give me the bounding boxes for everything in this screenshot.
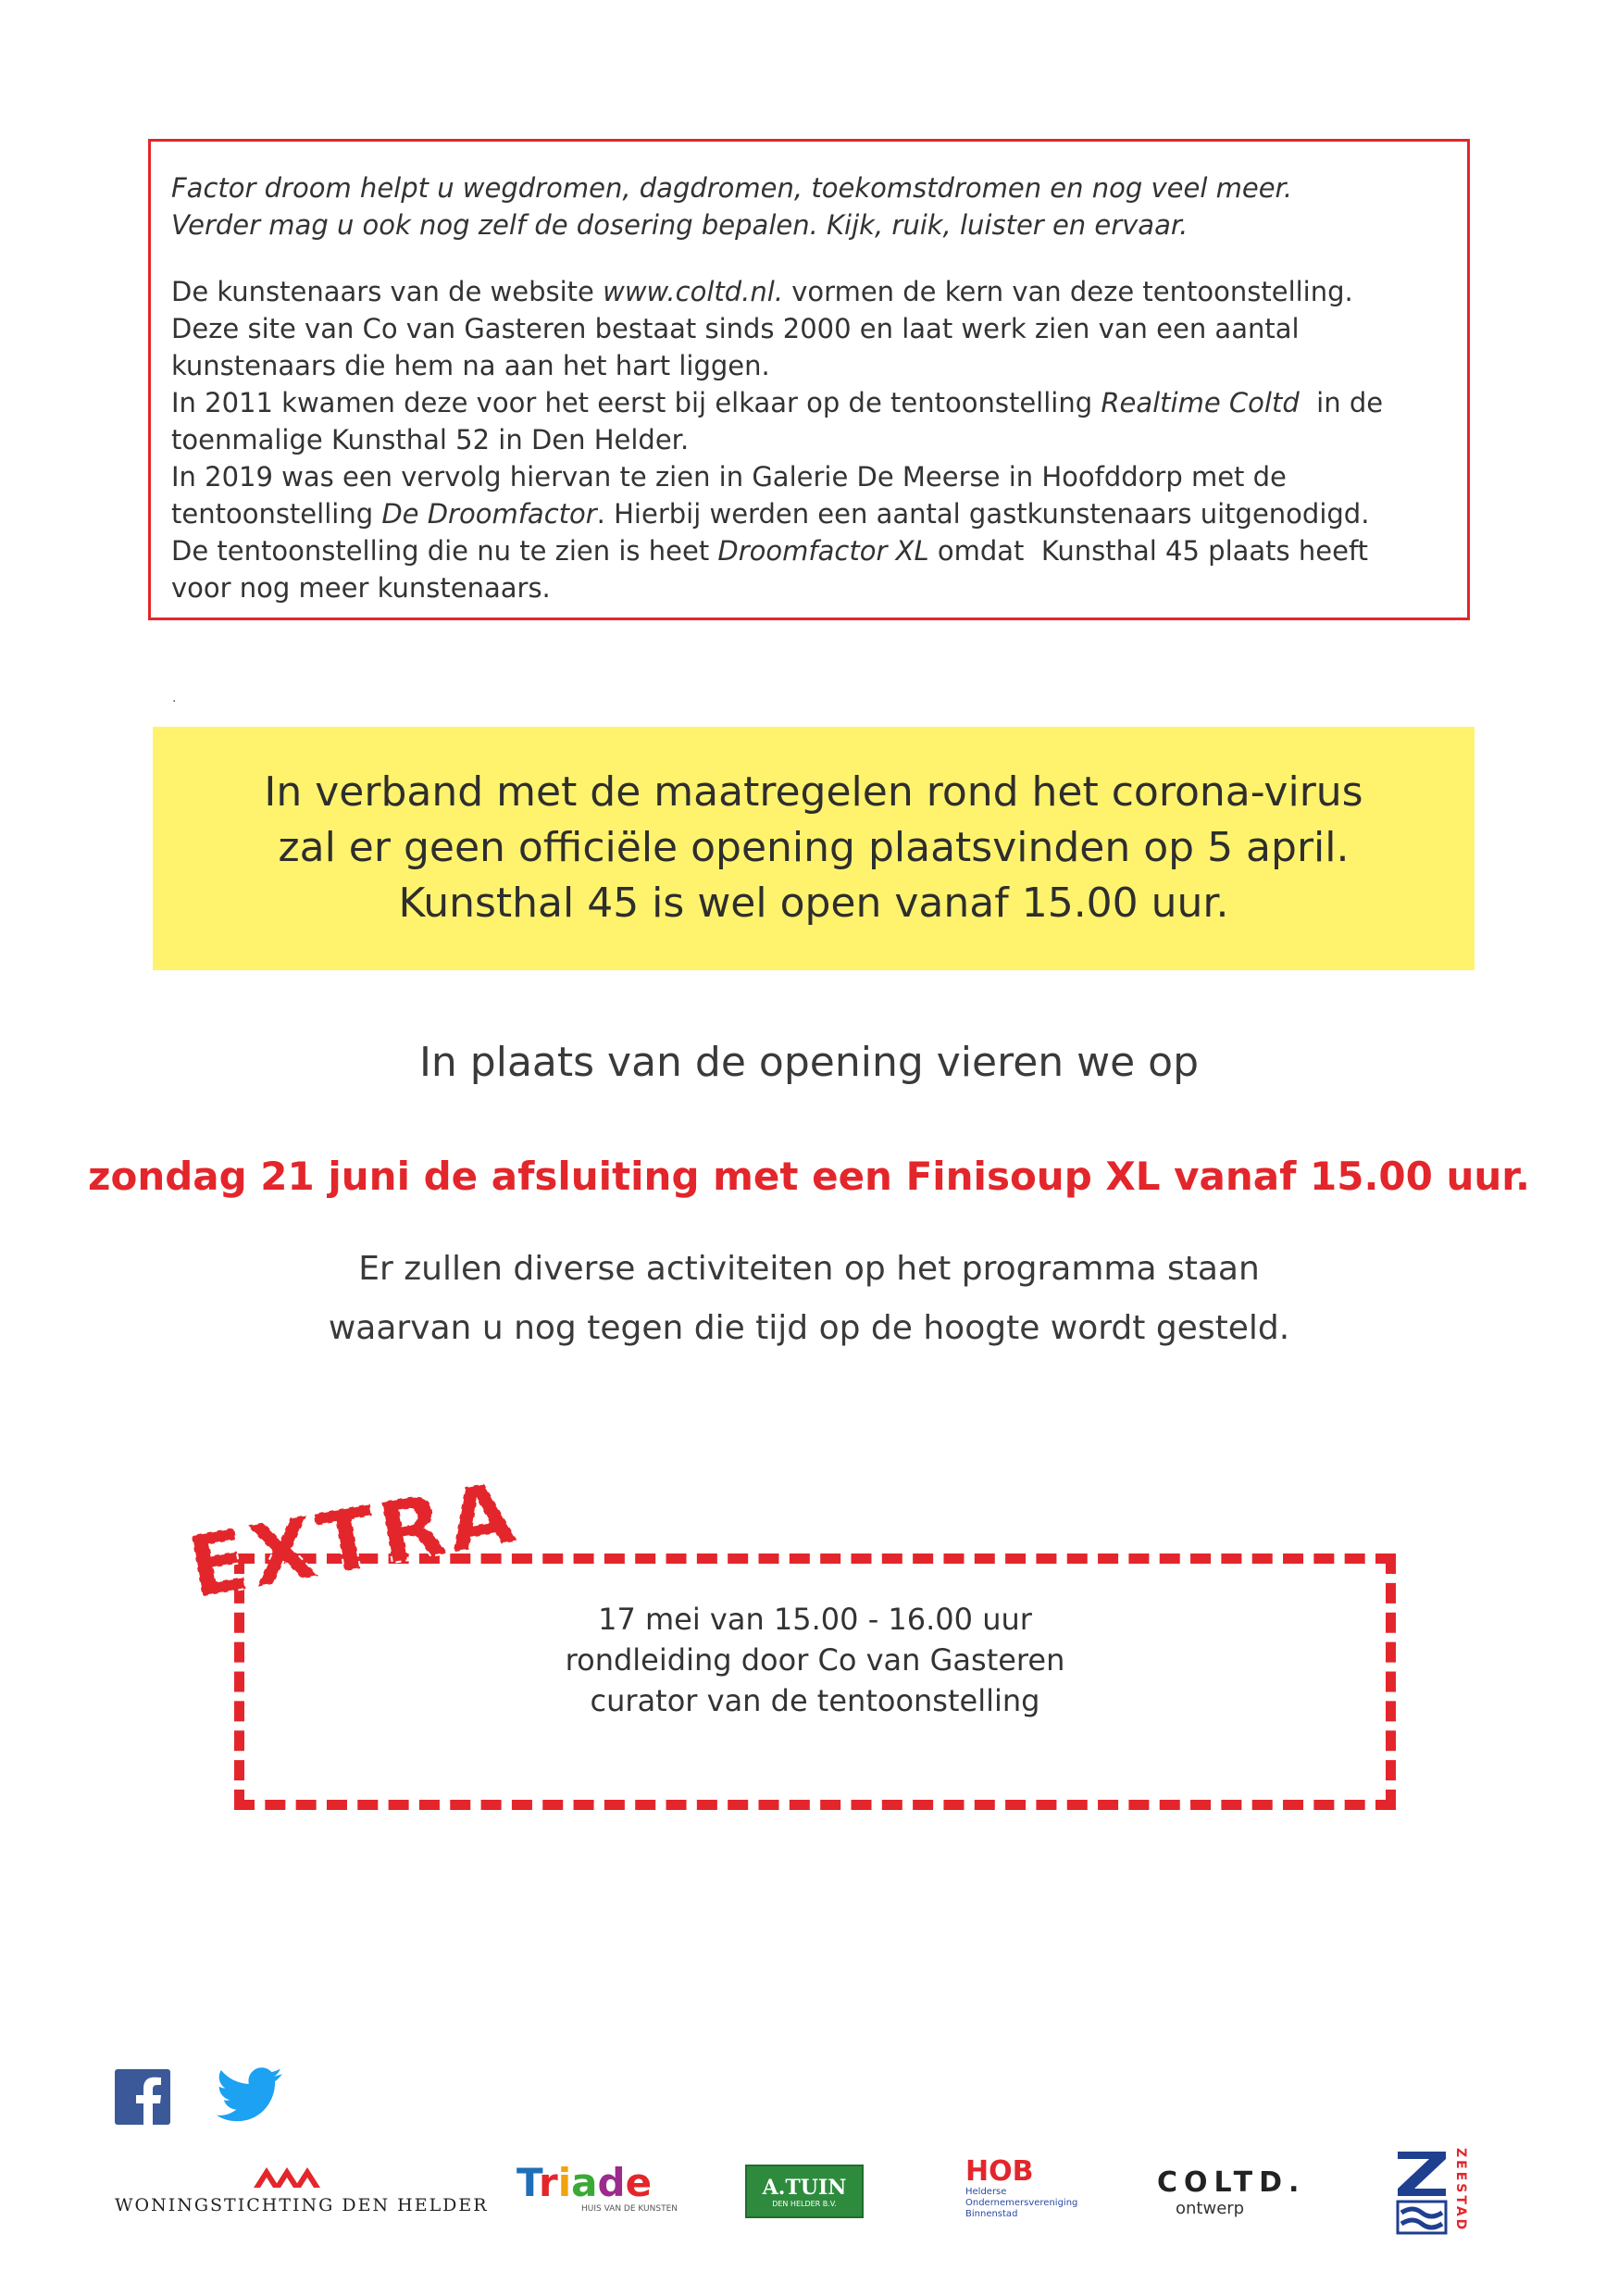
triade-logo: Triade HUIS VAN DE KUNSTEN bbox=[517, 2160, 678, 2214]
intro-paragraph-line: tentoonstelling De Droomfactor. Hierbij werden een aantal gastkunstenaars uitgenodigd. bbox=[171, 498, 1370, 530]
hob-logo: HOB Helderse Ondernemersvereniging Binnenstad bbox=[965, 2155, 1078, 2219]
activities-line-1: Er zullen diverse activiteiten op het programma staan bbox=[358, 1250, 1260, 1288]
intro-paragraph-line: voor nog meer kunstenaars. bbox=[171, 572, 551, 604]
notice-line-2: zal er geen officiële opening plaatsvinden op 5 april. bbox=[278, 824, 1350, 871]
extra-line-1: 17 mei van 15.00 - 16.00 uur bbox=[598, 1602, 1032, 1637]
notice-line-3: Kunsthal 45 is wel open vanaf 15.00 uur. bbox=[398, 880, 1229, 927]
extra-line-3: curator van de tentoonstelling bbox=[590, 1683, 1040, 1718]
zeestad-logo: ZEESTAD bbox=[1394, 2148, 1477, 2240]
intro-paragraph-line: kunstenaars die hem na aan het hart liggen. bbox=[171, 350, 770, 381]
extra-line-2: rondleiding door Co van Gasteren bbox=[565, 1642, 1065, 1678]
coltd-logo: COLTD. ontwerp bbox=[1157, 2166, 1306, 2218]
stray-dot: . bbox=[172, 691, 177, 705]
extra-dashed-box bbox=[234, 1554, 1396, 1810]
notice-line-1: In verband met de maatregelen rond het corona-virus bbox=[264, 768, 1363, 816]
intro-paragraph-line: In 2011 kwamen deze voor het eerst bij elkaar op de tentoonstelling Realtime Coltd in de bbox=[171, 387, 1384, 418]
corona-notice bbox=[153, 727, 1475, 970]
woningstichting-logo: WONINGSTICHTING DEN HELDER bbox=[115, 2162, 457, 2215]
facebook-icon[interactable] bbox=[115, 2069, 170, 2128]
intro-paragraph-line: De kunstenaars van de website www.coltd.nl. vormen de kern van deze tentoonstelling. bbox=[171, 276, 1353, 307]
intro-line-2: Verder mag u ook nog zelf de dosering bepalen. Kijk, ruik, luister en ervaar. bbox=[171, 209, 1189, 241]
intro-paragraph-line: In 2019 was een vervolg hiervan te zien in Galerie De Meerse in Hoofddorp met de bbox=[171, 461, 1287, 493]
replace-heading: In plaats van de opening vieren we op bbox=[418, 1039, 1200, 1086]
extra-stamp-text: EXTRA bbox=[180, 1462, 526, 1618]
intro-paragraph-line: De tentoonstelling die nu te zien is heet Droomfactor XL omdat Kunsthal 45 plaats heeft bbox=[171, 535, 1369, 567]
twitter-icon[interactable] bbox=[217, 2066, 283, 2128]
intro-box bbox=[148, 139, 1470, 620]
intro-paragraph-line: Deze site van Co van Gasteren bestaat sinds 2000 en laat werk zien van een aantal bbox=[171, 313, 1300, 344]
closing-announcement: zondag 21 juni de afsluiting met een Finisoup XL vanaf 15.00 uur. bbox=[88, 1154, 1530, 1199]
intro-paragraph-line: toenmalige Kunsthal 52 in Den Helder. bbox=[171, 424, 690, 455]
activities-line-2: waarvan u nog tegen die tijd op de hoogte wordt gesteld. bbox=[328, 1309, 1290, 1347]
intro-line-1: Factor droom helpt u wegdromen, dagdromen, toekomstdromen en nog veel meer. bbox=[171, 172, 1293, 204]
atuin-logo: A.TUIN DEN HELDER B.V. bbox=[745, 2165, 864, 2218]
website-link[interactable]: www.coltd.nl. bbox=[603, 276, 784, 307]
